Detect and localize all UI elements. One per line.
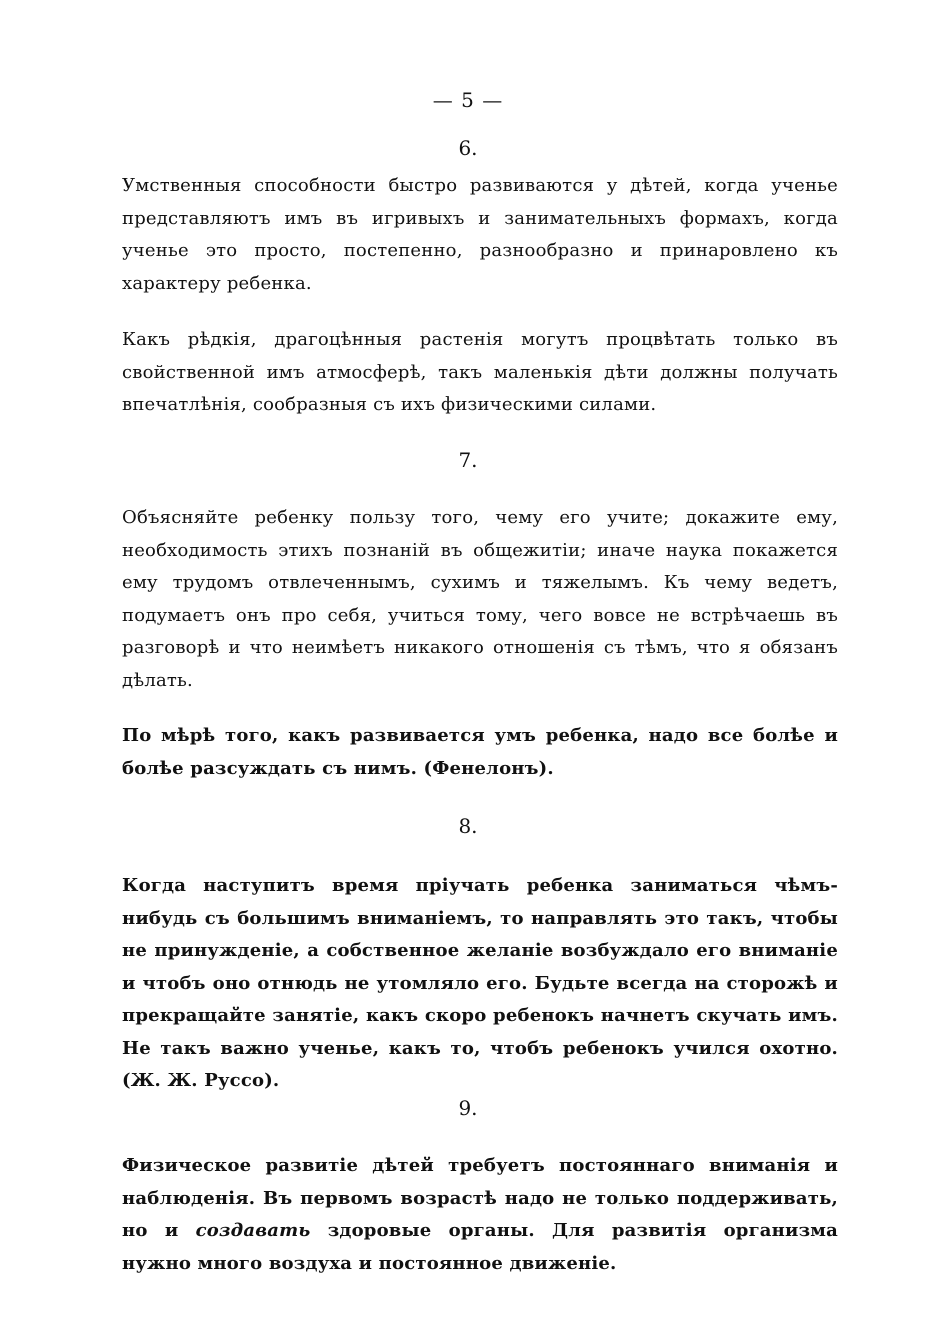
paragraph-8-1: Когда наступитъ время пріучать ребенка заниматься чѣмъ-нибудь съ большимъ вниманіемъ, то направлять это такъ, чтобы не принужденіе, а собственное желаніе возбуждало его вниманіе и чтобъ оно отнюдь не утомляло его. Будьте всегда на сторожѣ и прекращайте занятіе, какъ скоро ребенокъ начнетъ скучать имъ. Не такъ важно ученье, какъ то, чтобъ ребенокъ учился охотно. (Ж. Ж. Руссо). (122, 875, 838, 1091)
paragraph-6-1: Умственныя способности быстро развиваются у дѣтей, когда ученье представляютъ имъ въ игривыхъ и занимательныхъ формахъ, когда ученье это просто, постепенно, разнообразно и принаровлено къ характеру ребенка. (122, 175, 838, 294)
page-number: — 5 — (432, 88, 504, 112)
paragraph-9-text-2: здоровые органы. Для развитія организма нужно много воздуха и постоянное движеніе. (122, 1220, 838, 1274)
paragraph-7-2: По мѣрѣ того, какъ развивается умъ ребенка, надо все болѣе и болѣе разсуждать съ нимъ. (Фенелонъ). (122, 725, 838, 779)
section-number-9: 9. (458, 1096, 478, 1120)
section-number-8: 8. (458, 814, 478, 838)
paragraph-9-1 (122, 1150, 838, 1280)
section-number-6: 6. (458, 136, 478, 160)
paragraph-7-1: Объясняйте ребенку пользу того, чему его учите; докажите ему, необходимость этихъ познаній въ общежитіи; иначе наука покажется ему трудомъ отвлеченнымъ, сухимъ и тяжелымъ. Къ чему ведетъ, подумаетъ онъ про себя, учиться тому, чего вовсе не встрѣчаешь въ разговорѣ и что неимѣетъ никакого отношенія съ тѣмъ, что я обязанъ дѣлать. (122, 507, 838, 691)
paragraph-6-2: Какъ рѣдкія, драгоцѣнныя растенія могутъ процвѣтать только въ свойственной имъ атмосферѣ, такъ маленькія дѣти должны получать впечатлѣнія, сообразныя съ ихъ физическими силами. (122, 329, 838, 415)
paragraph-9-text-1: Физическое развитіе дѣтей требуетъ постояннаго вниманія и наблюденія. Въ первомъ возрастѣ надо не только поддерживать, но и (122, 1155, 838, 1241)
paragraph-9-emphasis: создавать (195, 1220, 311, 1241)
section-number-7: 7. (458, 448, 478, 472)
